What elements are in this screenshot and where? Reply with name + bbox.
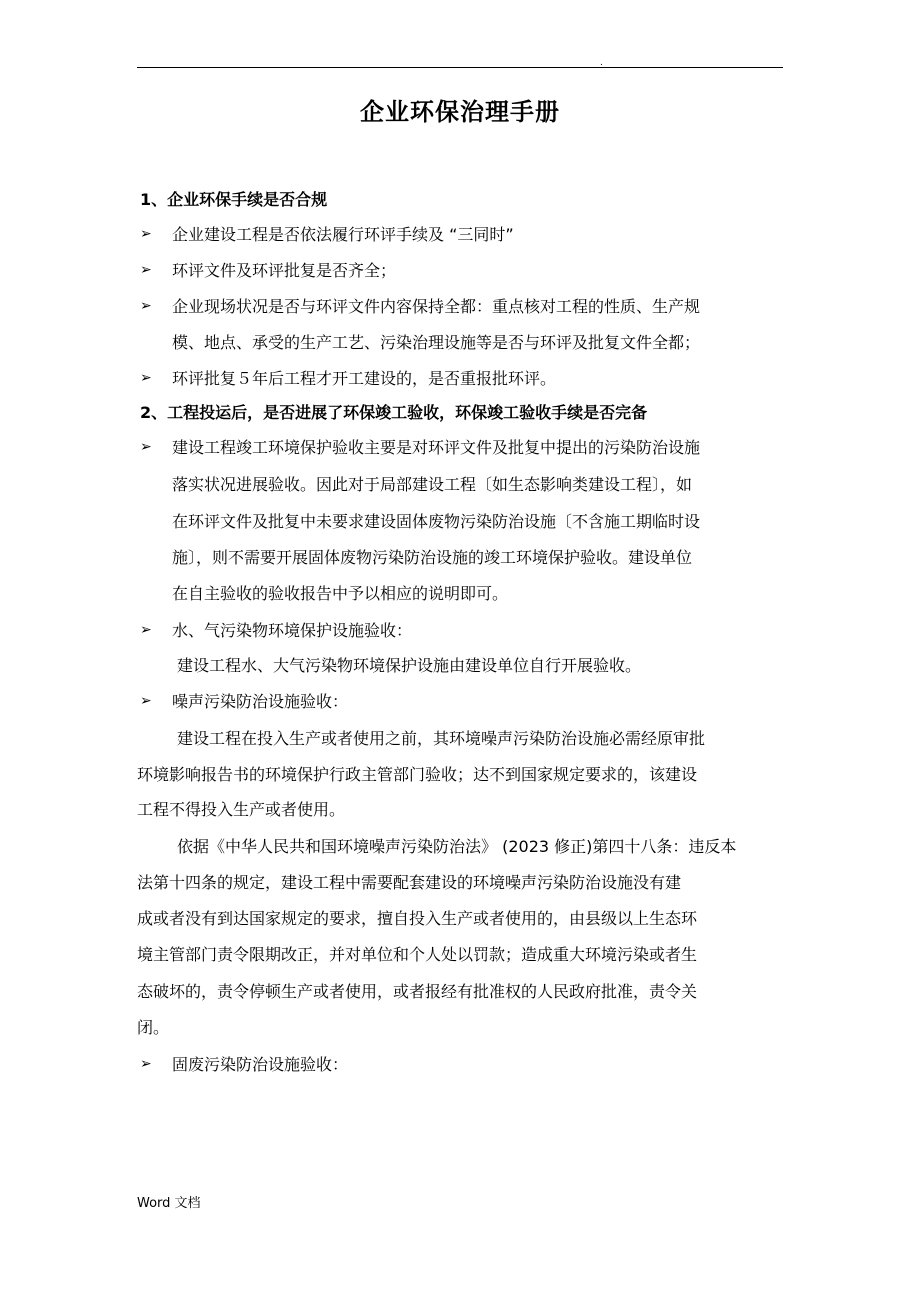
paragraph-line: 闭。 xyxy=(137,1018,170,1037)
bullet-text: 施〕，则不需要开展固体废物污染防治设施的竣工环境保护验收。建设单位 xyxy=(172,548,693,567)
bullet-text: 建设工程竣工环境保护验收主要是对环评文件及批复中提出的污染防治设施 xyxy=(172,438,701,457)
paragraph-line: 法第十四条的规定，建设工程中需要配套建设的环境噪声污染防治设施没有建 xyxy=(137,873,682,892)
bullet-text: 在环评文件及批复中未要求建设固体废物污染防治设施〔不含施工期临时设 xyxy=(172,512,701,531)
bullet-arrow-icon: ➢ xyxy=(140,226,152,242)
header-mark: . xyxy=(600,58,603,68)
paragraph-line: 成或者没有到达国家规定的要求，擅自投入生产或者使用的，由县级以上生态环 xyxy=(137,909,698,928)
paragraph-line: 工程不得投入生产或者使用。 xyxy=(137,800,346,819)
bullet-arrow-icon: ➢ xyxy=(140,298,152,314)
paragraph-line: 建设工程在投入生产或者使用之前，其环境噪声污染防治设施必需经原审批 xyxy=(177,729,706,748)
page-title: 企业环保治理手册 xyxy=(360,98,560,126)
header-rule xyxy=(137,67,783,68)
bullet-arrow-icon: ➢ xyxy=(140,693,152,709)
bullet-arrow-icon: ➢ xyxy=(140,370,152,386)
bullet-arrow-icon: ➢ xyxy=(140,262,152,278)
bullet-text: 企业建设工程是否依法履行环评手续及 “三同时” xyxy=(172,225,514,244)
bullet-text: 噪声污染防治设施验收： xyxy=(172,692,349,711)
bullet-text: 落实状况进展验收。因此对于局部建设工程〔如生态影响类建设工程〕，如 xyxy=(172,475,693,494)
bullet-text: 环评文件及环评批复是否齐全； xyxy=(172,261,397,280)
section-1-heading: 1、企业环保手续是否合规 xyxy=(140,190,328,209)
bullet-arrow-icon: ➢ xyxy=(140,622,152,638)
paragraph-line: 环境影响报告书的环境保护行政主管部门验收；达不到国家规定要求的，该建设 xyxy=(137,765,698,784)
bullet-text: 企业现场状况是否与环评文件内容保持全都：重点核对工程的性质、生产规 xyxy=(172,297,701,316)
bullet-arrow-icon: ➢ xyxy=(140,439,152,455)
section-2-heading: 2、工程投运后，是否进展了环保竣工验收，环保竣工验收手续是否完备 xyxy=(140,403,648,422)
paragraph-line: 境主管部门责令限期改正，并对单位和个人处以罚款；造成重大环境污染或者生 xyxy=(137,945,698,964)
bullet-text: 固废污染防治设施验收： xyxy=(172,1055,349,1074)
bullet-text: 环评批复５年后工程才开工建设的，是否重报批环评。 xyxy=(172,369,557,388)
bullet-text: 在自主验收的验收报告中予以相应的说明即可。 xyxy=(172,584,509,603)
paragraph-line: 态破坏的，责令停顿生产或者使用，或者报经有批准权的人民政府批准，责令关 xyxy=(137,982,698,1001)
page-footer: Word 文档 xyxy=(137,1196,201,1211)
bullet-arrow-icon: ➢ xyxy=(140,1056,152,1072)
bullet-body-text: 建设工程水、大气污染物环境保护设施由建设单位自行开展验收。 xyxy=(177,656,642,675)
paragraph-line: 依据《中华人民共和国环境噪声污染防治法》 (2023 修正)第四十八条：违反本 xyxy=(177,837,737,856)
bullet-text: 水、气污染物环境保护设施验收： xyxy=(172,621,413,640)
bullet-text: 模、地点、承受的生产工艺、污染治理设施等是否与环评及批复文件全都； xyxy=(172,333,701,352)
